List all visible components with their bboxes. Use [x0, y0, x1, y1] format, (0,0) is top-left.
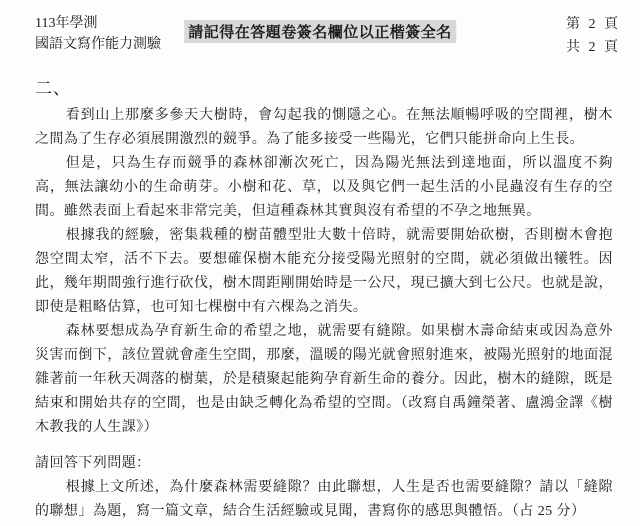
passage-paragraph: 但是，只為生存而競爭的森林卻漸次死亡，因為陽光無法到達地面，所以溫度不夠高，無法讓幼小的生命萌芽。小樹和花、草，以及與它們一起生活的小昆蟲沒有生存的空間。雖然表面上看起來非常完美，但這種森林其實與沒有希望的不孕之地無異。 [35, 156, 613, 219]
question-section [35, 78, 613, 524]
reading-passage [35, 104, 613, 440]
passage-paragraph: 森林要想成為孕育新生命的希望之地，就需要有縫隙。如果樹木壽命結束或因為意外災害而倒下，該位置就會產生空間，那麼，溫暖的陽光就會照射進來，被陽光照射的地面混雜著前一年秋天凋落的樹葉，於是積聚起能夠孕育新生命的養分。因此，樹木的縫隙，既是結束和開始共存的空間，也是由缺乏轉化為希望的空間。（改寫自禹鐘榮著、盧鴻金譯《樹木教我的人生課》） [35, 324, 613, 435]
exam-subject-title: 國語文寫作能力測驗 [35, 37, 161, 52]
section-heading: 二、 [35, 79, 71, 98]
page-indicator [566, 13, 618, 59]
passage-paragraph: 看到山上那麼多參天大樹時，會勾起我的惻隱之心。在無法順暢呼吸的空間裡，樹木之間為了生存必須展開激烈的競爭。為了能多接受一些陽光，它們只能拼命向上生長。 [35, 108, 613, 147]
page-total: 共 2 頁 [566, 40, 618, 55]
exam-year-title: 113年學測 [35, 16, 98, 31]
signature-notice: 請記得在答題卷簽名欄位以正楷簽全名 [184, 20, 456, 43]
exam-header-left [35, 13, 161, 55]
page-number: 第 2 頁 [566, 17, 618, 32]
question-text: 根據上文所述，為什麼森林需要縫隙？由此聯想，人生是否也需要縫隙？請以「縫隙的聯想」為題，寫一篇文章，結合生活經驗或見聞，書寫你的感思與體悟。（占 25 分） [35, 480, 613, 519]
passage-paragraph: 根據我的經驗，密集栽種的樹苗體型壯大數十倍時，就需要開始砍樹，否則樹木會抱怨空間太窄，活不下去。要想確保樹木能充分接受陽光照射的空間，就必須做出犧牲。因此，幾年期間強行進行砍伐，樹木間距剛開始時是一公尺，現已擴大到七公尺。也就是說，即使是粗略估算，也可知七棵樹中有六棵為之消失。 [35, 228, 613, 315]
question-prompt: 請回答下列問題： [35, 456, 151, 471]
